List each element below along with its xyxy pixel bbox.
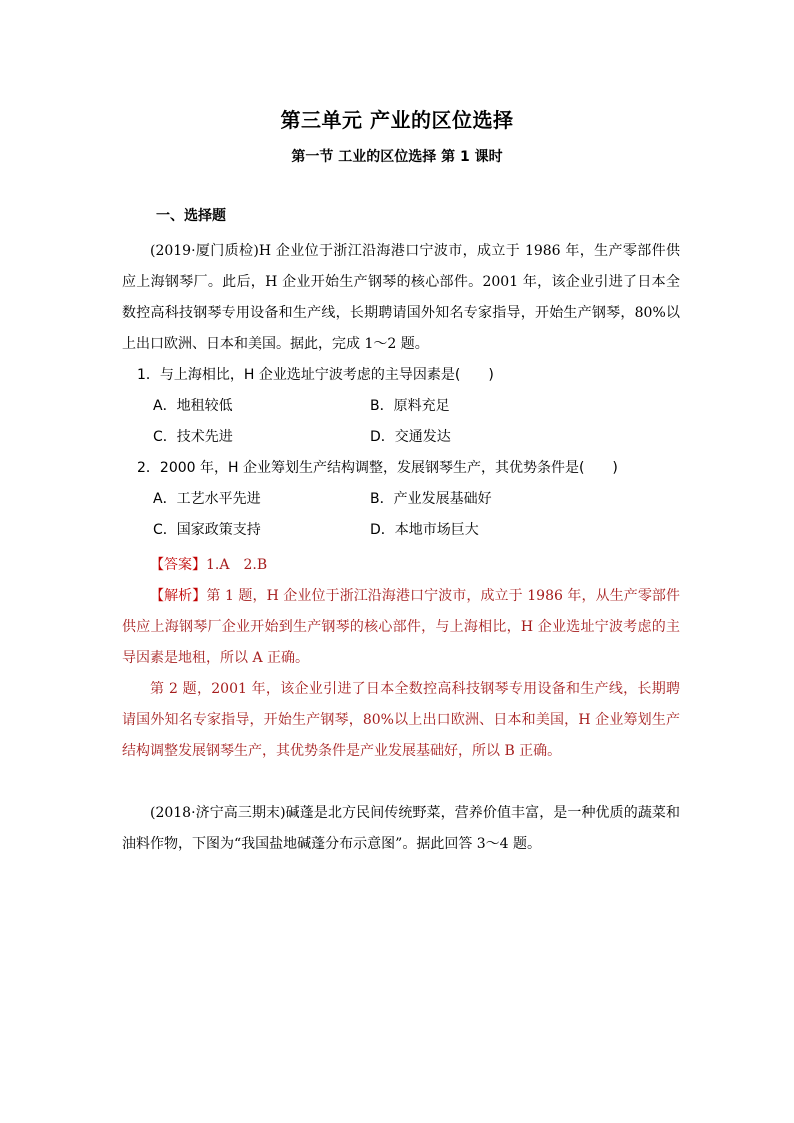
q1-option-c: C．技术先进 xyxy=(153,429,233,445)
page-subtitle: 第一节 工业的区位选择 第 1 课时 xyxy=(291,149,503,165)
answer-text: 1.A 2.B xyxy=(206,557,268,573)
analysis-1-text: 第 1 题，H 企业位于浙江沿海港口宁波市，成立于 1986 年，从生产零部件供应上海钢琴厂企业开始到生产钢琴的核心部件，与上海相比，H 企业选址宁波考虑的主导因素是地租，所以 A 正确。 xyxy=(122,588,681,666)
q2-option-d: D．本地市场巨大 xyxy=(370,522,479,538)
q2-option-b: B．产业发展基础好 xyxy=(370,491,492,507)
analysis-1 xyxy=(122,581,680,674)
answer-tag: 【答案】 xyxy=(150,557,206,573)
passage-2: (2018·济宁高三期末)碱蓬是北方民间传统野菜，营养价值丰富，是一种优质的蔬菜和油料作物，下图为“我国盐地碱蓬分布示意图”。据此回答 3～4 题。 xyxy=(122,805,680,852)
q1-option-a: A．地租较低 xyxy=(153,398,233,414)
q1-option-b: B．原料充足 xyxy=(370,398,450,414)
q1-option-d: D．交通发达 xyxy=(370,429,451,445)
analysis-2: 第 2 题，2001 年，该企业引进了日本全数控高科技钢琴专用设备和生产线，长期聘请国外知名专家指导，开始生产钢琴，80%以上出口欧洲、日本和美国，H 企业筹划生产结构调整发展钢琴生产，其优势条件是产业发展基础好，所以 B 正确。 xyxy=(122,681,680,759)
q2-option-a: A．工艺水平先进 xyxy=(153,491,261,507)
answer-line xyxy=(122,550,680,581)
passage-1: (2019·厦门质检)H 企业位于浙江沿海港口宁波市，成立于 1986 年，生产零部件供应上海钢琴厂。此后，H 企业开始生产钢琴的核心部件。2001 年，该企业引进了日本全数控高科技钢琴专用设备和生产线，长期聘请国外知名专家指导，开始生产钢琴，80%以上出口欧洲、日本和美国。据此，完成 1～2 题。 xyxy=(122,243,680,352)
q2-option-c: C．国家政策支持 xyxy=(153,522,261,538)
page-title: 第三单元 产业的区位选择 xyxy=(280,108,514,132)
question-2: 2．2000 年，H 企业筹划生产结构调整，发展钢琴生产，其优势条件是( ) xyxy=(137,460,618,476)
question-1: 1．与上海相比，H 企业选址宁波考虑的主导因素是( ) xyxy=(137,367,494,383)
analysis-tag: 【解析】 xyxy=(150,588,207,604)
section-heading: 一、选择题 xyxy=(156,208,226,224)
